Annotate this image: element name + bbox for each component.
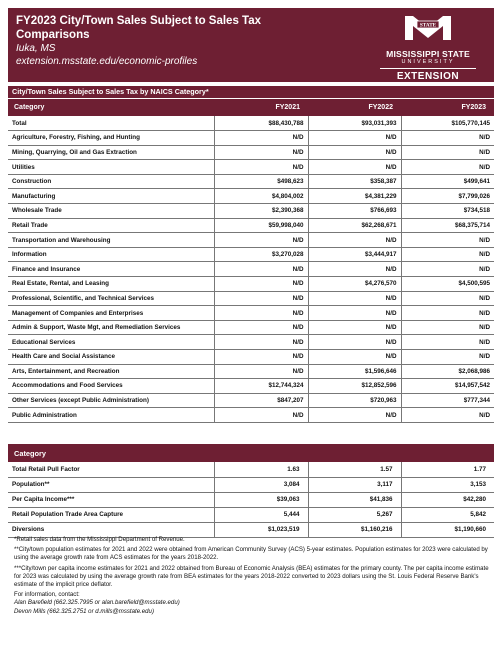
row-value-cell: $14,957,542 (401, 379, 494, 394)
column-header-category: Category (8, 444, 214, 462)
page-title-line2: Comparisons (16, 29, 90, 41)
row-value-cell: $720,963 (308, 393, 401, 408)
table-row (8, 364, 494, 379)
table-row (8, 492, 494, 507)
footnote-retail-sales: *Retail sales data from the Mississippi Department of Revenue. (14, 536, 185, 543)
row-value-cell: $1,596,646 (308, 364, 401, 379)
logo-university-name: MISSISSIPPI STATE (386, 49, 470, 59)
table-row (8, 350, 494, 365)
row-category-label: Transportation and Warehousing (8, 233, 214, 248)
logo-university-label: UNIVERSITY (401, 59, 455, 65)
row-category-label: Retail Trade (8, 218, 214, 233)
row-value-cell: N/D (401, 160, 494, 175)
row-value-cell: N/D (308, 335, 401, 350)
row-category-label: Educational Services (8, 335, 214, 350)
table-row (8, 320, 494, 335)
row-value-cell: $734,518 (401, 204, 494, 219)
row-value-cell: N/D (308, 233, 401, 248)
pull-header-row (8, 444, 494, 462)
table-row (8, 379, 494, 394)
naics-header-row (8, 99, 494, 116)
row-category-label: Public Administration (8, 408, 214, 423)
row-value-cell: $766,693 (308, 204, 401, 219)
row-value-cell: N/D (308, 160, 401, 175)
table-row (8, 507, 494, 522)
row-value-cell: $42,280 (401, 492, 494, 507)
row-value-cell: N/D (401, 291, 494, 306)
row-value-cell: $2,390,368 (214, 204, 308, 219)
row-value-cell: 3,084 (214, 477, 308, 492)
row-value-cell: $3,270,028 (214, 247, 308, 262)
table-row (8, 522, 494, 537)
row-value-cell: $1,023,519 (214, 522, 308, 537)
row-value-cell: 1.77 (401, 462, 494, 477)
row-value-cell: $1,160,216 (308, 522, 401, 537)
row-value-cell: $105,770,145 (401, 116, 494, 131)
row-value-cell: $4,276,570 (308, 277, 401, 292)
row-value-cell: N/D (308, 145, 401, 160)
naics-section-title: City/Town Sales Subject to Sales Tax by NAICS Category* (8, 86, 494, 98)
footnote-per-capita-income: ***City/town per capita income estimates for 2021 and 2022 obtained from Bureau of Economic Analysis (BEA) estimates for the primary county. The per capita income estimate for 2023 was calculated by using the average growth rate from BEA estimates for the years 2018-2022 converted to 2023 dollars using the St. Louis Federal Reserve Bank's estimate of the implicit price deflator. (14, 564, 489, 589)
row-value-cell: N/D (308, 350, 401, 365)
row-value-cell: $39,063 (214, 492, 308, 507)
row-value-cell: $88,430,788 (214, 116, 308, 131)
contact-heading: For information, contact: (14, 591, 80, 599)
row-category-label: Utilities (8, 160, 214, 175)
table-row (8, 335, 494, 350)
row-value-cell: N/D (401, 145, 494, 160)
table-row (8, 408, 494, 423)
row-value-cell: N/D (214, 277, 308, 292)
row-value-cell: N/D (214, 131, 308, 146)
row-value-cell: N/D (401, 335, 494, 350)
row-category-label: Total (8, 116, 214, 131)
row-value-cell: N/D (308, 408, 401, 423)
row-value-cell: N/D (308, 291, 401, 306)
column-header-3: FY2023 (401, 99, 494, 116)
row-category-label: Construction (8, 174, 214, 189)
row-value-cell: 1.57 (308, 462, 401, 477)
contact-alan-barefield: Alan Barefield (662.325.7995 or alan.barefield@msstate.edu) (14, 599, 180, 607)
row-category-label: Management of Companies and Enterprises (8, 306, 214, 321)
table-row (8, 291, 494, 306)
row-value-cell: $7,799,026 (401, 189, 494, 204)
row-value-cell: 1.63 (214, 462, 308, 477)
row-value-cell: $4,381,229 (308, 189, 401, 204)
table-row (8, 131, 494, 146)
row-value-cell: N/D (214, 350, 308, 365)
naics-sales-table (8, 99, 494, 423)
website-url: extension.msstate.edu/economic-profiles (16, 56, 198, 67)
row-value-cell: $4,500,595 (401, 277, 494, 292)
row-value-cell: $93,031,393 (308, 116, 401, 131)
row-value-cell: $62,268,671 (308, 218, 401, 233)
row-category-label: Information (8, 247, 214, 262)
row-category-label: Finance and Insurance (8, 262, 214, 277)
page-title-line1: FY2023 City/Town Sales Subject to Sales Tax (16, 15, 261, 27)
row-category-label: Total Retail Pull Factor (8, 462, 214, 477)
logo-badge-text: STATE (419, 22, 437, 29)
row-value-cell: N/D (214, 160, 308, 175)
contact-devon-mills: Devon Mills (662.325.2751 or d.mills@msstate.edu) (14, 607, 154, 615)
row-value-cell: $3,444,917 (308, 247, 401, 262)
row-value-cell: $847,207 (214, 393, 308, 408)
row-category-label: Admin & Support, Waste Mgt, and Remediation Services (8, 320, 214, 335)
table-row (8, 189, 494, 204)
row-value-cell: $41,836 (308, 492, 401, 507)
row-value-cell: $59,998,040 (214, 218, 308, 233)
row-value-cell: N/D (401, 262, 494, 277)
row-value-cell: $358,387 (308, 174, 401, 189)
row-value-cell: $2,068,986 (401, 364, 494, 379)
table-row (8, 477, 494, 492)
row-category-label: Accommodations and Food Services (8, 379, 214, 394)
footnote-population: **City/town population estimates for 2021 and 2022 were obtained from American Community Survey (ACS) 5-year estimates. Population estimates for 2023 were calculated by using the average growth rate from ACS estimates for the years 2018-2022. (14, 546, 488, 562)
row-category-label: Professional, Scientific, and Technical Services (8, 291, 214, 306)
row-value-cell: N/D (214, 320, 308, 335)
column-header-3 (401, 444, 494, 462)
row-value-cell: 3,117 (308, 477, 401, 492)
row-value-cell: N/D (401, 247, 494, 262)
row-value-cell: $12,744,324 (214, 379, 308, 394)
row-value-cell: N/D (214, 291, 308, 306)
row-category-label: Per Capita Income*** (8, 492, 214, 507)
table-row (8, 204, 494, 219)
row-value-cell: N/D (214, 233, 308, 248)
location: Iuka, MS (16, 43, 56, 54)
row-value-cell: N/D (214, 306, 308, 321)
msu-extension-logo (364, 12, 492, 82)
column-header-1 (214, 444, 308, 462)
column-header-1: FY2021 (214, 99, 308, 116)
row-category-label: Manufacturing (8, 189, 214, 204)
pull-table-body (8, 462, 494, 537)
column-header-category: Category (8, 99, 214, 116)
row-value-cell: $777,344 (401, 393, 494, 408)
row-value-cell: N/D (214, 145, 308, 160)
row-value-cell: N/D (308, 262, 401, 277)
row-value-cell: N/D (401, 233, 494, 248)
row-category-label: Diversions (8, 522, 214, 537)
header-text (16, 14, 346, 68)
row-value-cell: N/D (401, 408, 494, 423)
retail-pull-table (8, 444, 494, 538)
table-row (8, 262, 494, 277)
logo-extension-label: EXTENSION (380, 68, 476, 82)
row-value-cell: N/D (308, 306, 401, 321)
row-value-cell: $68,375,714 (401, 218, 494, 233)
row-value-cell: N/D (308, 131, 401, 146)
row-category-label: Health Care and Social Assistance (8, 350, 214, 365)
row-category-label: Population** (8, 477, 214, 492)
table-row (8, 393, 494, 408)
row-value-cell: N/D (401, 350, 494, 365)
row-category-label: Arts, Entertainment, and Recreation (8, 364, 214, 379)
row-value-cell: N/D (308, 320, 401, 335)
table-row (8, 233, 494, 248)
row-value-cell: N/D (214, 364, 308, 379)
naics-table-body (8, 116, 494, 422)
row-value-cell: 5,842 (401, 507, 494, 522)
row-value-cell: N/D (214, 262, 308, 277)
row-value-cell: 5,444 (214, 507, 308, 522)
row-value-cell: N/D (214, 408, 308, 423)
column-header-2 (308, 444, 401, 462)
row-category-label: Other Services (except Public Administration) (8, 393, 214, 408)
row-value-cell: N/D (401, 306, 494, 321)
table-row (8, 277, 494, 292)
row-value-cell: 5,267 (308, 507, 401, 522)
table-row (8, 306, 494, 321)
row-value-cell: N/D (214, 335, 308, 350)
table-row (8, 462, 494, 477)
row-category-label: Retail Population Trade Area Capture (8, 507, 214, 522)
row-value-cell: $499,641 (401, 174, 494, 189)
row-value-cell: $4,804,002 (214, 189, 308, 204)
row-category-label: Wholesale Trade (8, 204, 214, 219)
m-state-logo-icon (403, 12, 453, 42)
row-value-cell: N/D (401, 131, 494, 146)
table-row (8, 174, 494, 189)
table-row (8, 160, 494, 175)
row-category-label: Real Estate, Rental, and Leasing (8, 277, 214, 292)
row-category-label: Agriculture, Forestry, Fishing, and Hunting (8, 131, 214, 146)
table-row (8, 116, 494, 131)
table-row (8, 218, 494, 233)
row-value-cell: 3,153 (401, 477, 494, 492)
header-banner (8, 8, 494, 82)
table-row (8, 145, 494, 160)
column-header-2: FY2022 (308, 99, 401, 116)
row-value-cell: $498,623 (214, 174, 308, 189)
footnotes (14, 536, 494, 616)
row-value-cell: $1,190,660 (401, 522, 494, 537)
row-value-cell: $12,852,596 (308, 379, 401, 394)
row-value-cell: N/D (401, 320, 494, 335)
table-row (8, 247, 494, 262)
row-category-label: Mining, Quarrying, Oil and Gas Extraction (8, 145, 214, 160)
